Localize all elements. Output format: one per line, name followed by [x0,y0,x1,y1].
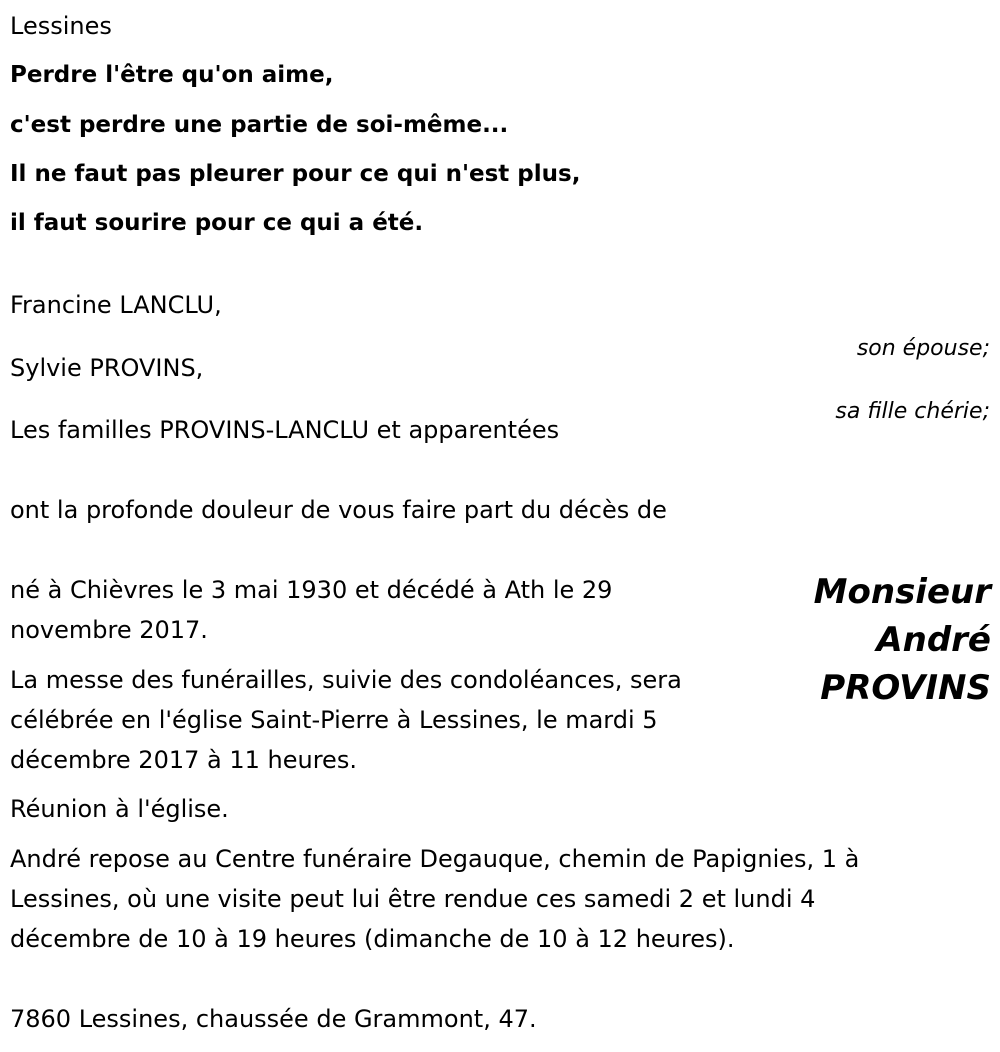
daughter-name: Sylvie PROVINS, [10,354,204,382]
birth-death-line-2: novembre 2017. [10,616,208,644]
meeting-line: Réunion à l'église. [10,795,229,823]
poem-line-2: c'est perdre une partie de soi-même... [10,112,509,138]
poem-line-4: il faut sourire pour ce qui a été. [10,210,424,236]
announcement-line: ont la profonde douleur de vous faire part du décès de [10,496,667,524]
funeral-line-1: La messe des funérailles, suivie des condoléances, sera [10,666,682,694]
funeral-line-2: célébrée en l'église Saint-Pierre à Lessines, le mardi 5 [10,706,658,734]
families-line: Les familles PROVINS-LANCLU et apparentées [10,416,560,444]
spouse-relation: son épouse; [856,336,990,361]
deceased-name [781,568,991,712]
visit-line-3: décembre de 10 à 19 heures (dimanche de 10 à 12 heures). [10,925,735,953]
visit-line-1: André repose au Centre funéraire Degauque, chemin de Papignies, 1 à [10,845,860,873]
deceased-first-name: André [876,620,991,660]
birth-death-line-1: né à Chièvres le 3 mai 1930 et décédé à Ath le 29 [10,576,613,604]
deceased-last-name: PROVINS [820,668,991,708]
visit-line-2: Lessines, où une visite peut lui être rendue ces samedi 2 et lundi 4 [10,885,816,913]
address-line: 7860 Lessines, chaussée de Grammont, 47. [10,1005,537,1033]
funeral-line-3: décembre 2017 à 11 heures. [10,746,357,774]
deceased-title: Monsieur [813,572,991,612]
place-heading: Lessines [10,12,112,40]
daughter-relation: sa fille chérie; [835,399,990,424]
poem-line-1: Perdre l'être qu'on aime, [10,62,334,88]
poem-line-3: Il ne faut pas pleurer pour ce qui n'est plus, [10,161,581,187]
spouse-name: Francine LANCLU, [10,291,222,319]
